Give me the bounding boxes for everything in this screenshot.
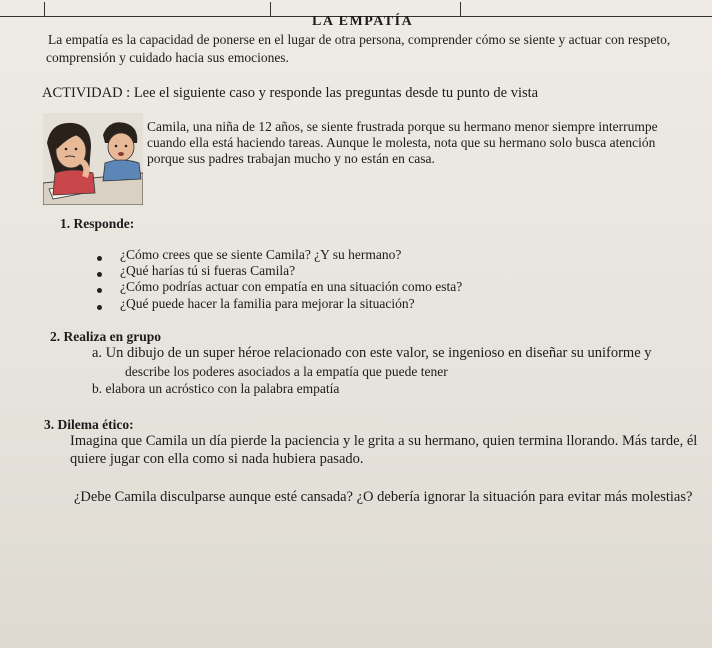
bullet-icon	[97, 305, 102, 310]
section-2-heading: 2. Realiza en grupo	[50, 329, 161, 344]
intro-line-1: La empatía es la capacidad de ponerse en el lugar de otra persona, comprender cómo se siente y actuar con respeto,	[48, 32, 671, 47]
page-title: LA EMPATÍA	[312, 14, 414, 29]
case-line-3: porque sus padres trabajan mucho y no están en casa.	[147, 151, 435, 166]
dilemma-line-2: quiere jugar con ella como si nada hubiera pasado.	[70, 451, 364, 467]
question-item: ¿Qué harías tú si fueras Camila?	[120, 263, 296, 278]
bullet-icon	[97, 288, 102, 293]
question-item: ¿Cómo podrías actuar con empatía en una situación como esta?	[120, 279, 463, 294]
section-2-item-a-line-1: a. Un dibujo de un super héroe relacionado con este valor, se ingenioso en diseñar su uniforme y	[92, 345, 652, 361]
intro-line-2: comprensión y cuidado hacia sus emociones.	[46, 50, 289, 65]
dilemma-question: ¿Debe Camila disculparse aunque esté cansada? ¿O debería ignorar la situación para evitar más molestias?	[74, 489, 693, 505]
bullet-icon	[97, 272, 102, 277]
question-item: ¿Qué puede hacer la familia para mejorar la situación?	[120, 296, 415, 311]
border-tick	[44, 2, 45, 16]
question-item: ¿Cómo crees que se siente Camila? ¿Y su hermano?	[120, 247, 402, 262]
activity-instruction: ACTIVIDAD : Lee el siguiente caso y responde las preguntas desde tu punto de vista	[42, 85, 539, 101]
border-tick	[270, 2, 271, 16]
dilemma-line-1: Imagina que Camila un día pierde la paciencia y le grita a su hermano, quien termina llorando. Más tarde, él	[70, 433, 698, 449]
bullet-icon	[97, 256, 102, 261]
case-line-1: Camila, una niña de 12 años, se siente frustrada porque su hermano menor siempre interrumpe	[147, 119, 658, 134]
section-1-heading: 1. Responde:	[60, 216, 135, 231]
border-tick	[460, 2, 461, 16]
children-illustration	[43, 113, 143, 205]
section-2-item-a-line-2: describe los poderes asociados a la empatía que puede tener	[125, 364, 448, 379]
section-2-item-b: b. elabora un acróstico con la palabra empatía	[92, 381, 340, 396]
section-3-heading: 3. Dilema ético:	[44, 417, 134, 432]
case-line-2: cuando ella está haciendo tareas. Aunque le molesta, nota que su hermano solo busca atención	[147, 135, 656, 150]
